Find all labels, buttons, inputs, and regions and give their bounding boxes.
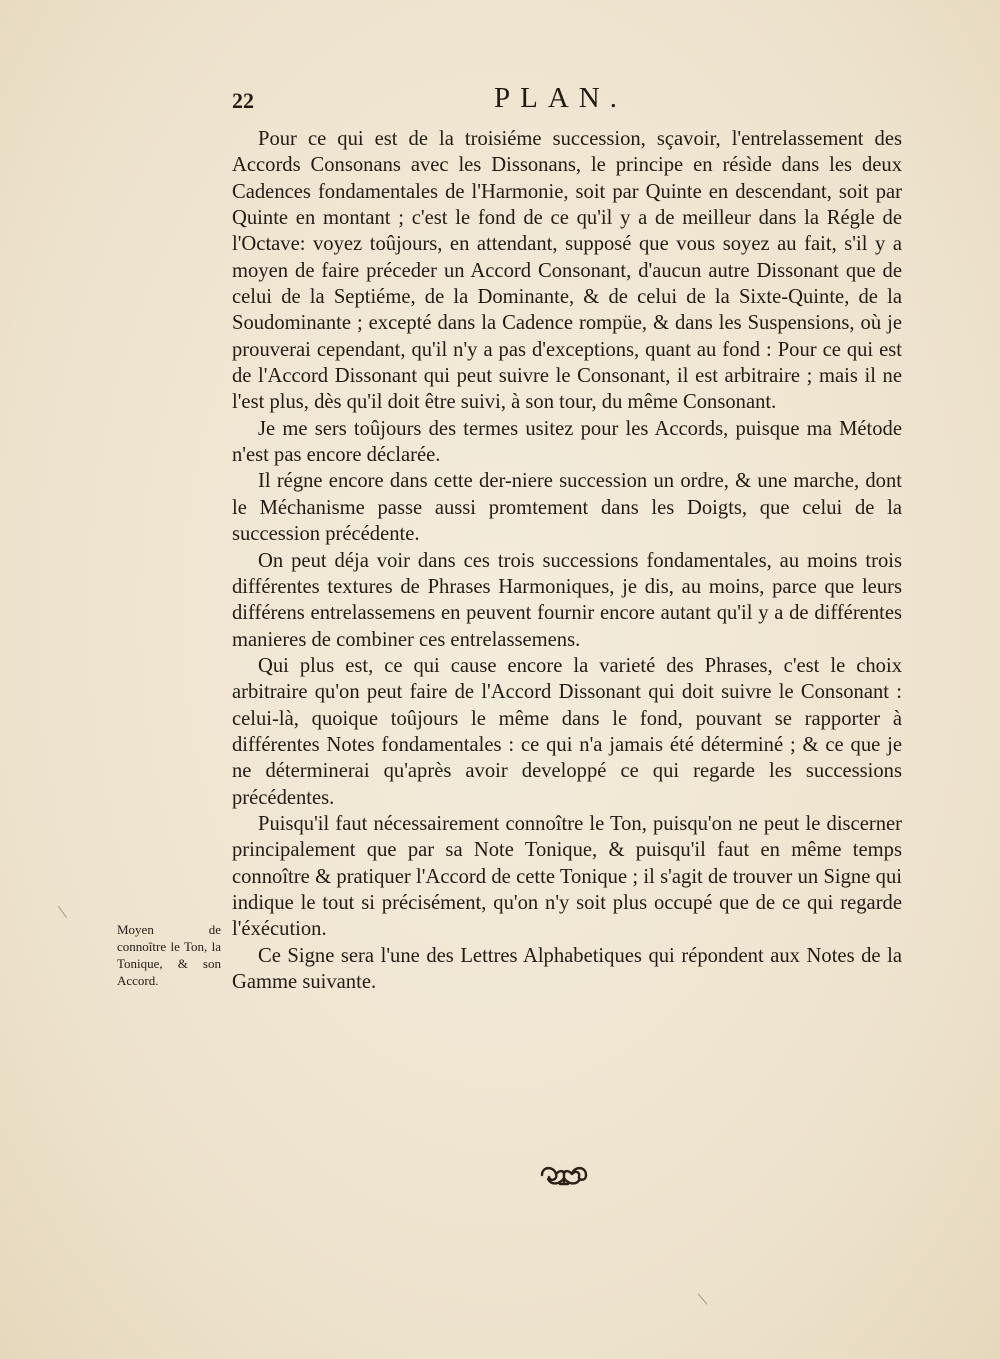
page-header [232, 82, 902, 122]
paragraph-6: Puisqu'il faut nécessairement connoître le Ton, puisqu'on ne peut le discerner principalement que par sa Note Tonique, & puisqu'il faut en même temps connoître & pratiquer l'Accord de cette Tonique ; il s'agit de trouver un Signe qui indique le tout si précisément, qu'on n'y soit plus occupé que de ce qui regarde l'éxécution. [232, 812, 902, 941]
page-number: 22 [232, 88, 254, 113]
paragraph-5: Qui plus est, ce qui cause encore la varieté des Phrases, c'est le choix arbitraire qu'on peut faire de l'Accord Dissonant qui doit suivre le Consonant : celui-là, quoique toûjours le même dans le fond, pouvant se rapporter à différentes Notes fondamentales : ce qui n'a jamais été déterminé ; & ce que je ne déterminerai qu'après avoir developpé ce qui regarde les successions précédentes. [232, 654, 902, 809]
body-text [232, 126, 902, 995]
paragraph-4: On peut déja voir dans ces trois successions fondamentales, au moins trois différentes textures de Phrases Harmoniques, je dis, au moins, parce que leurs différens entrelassemens en peuvent fournir encore autant qu'il y a de différentes manieres de combiner ces entrelassemens. [232, 549, 902, 651]
running-title: PLAN. [494, 82, 627, 114]
paper-mark [698, 1293, 708, 1304]
paragraph-1: Pour ce qui est de la troisiéme succession, sçavoir, l'entrelassement des Accords Consonans avec les Dissonans, le principe en résìde dans les deux Cadences fondamentales de l'Harmonie, soit par Quinte en descendant, soit par Quinte en montant ; c'est le fond de ce qu'il y a de meilleur dans la Régle de l'Octave: voyez toûjours, en attendant, supposé que vous soyez au fait, s'il y a moyen de faire préceder un Accord Consonant, d'aucun autre Dissonant que de celui de la Septiéme, de la Dominante, & de celui de la Sixte-Quinte, de la Soudominante ; excepté dans la Cadence rompüe, & dans les Suspensions, où je prouverai cependant, qu'il n'y a pas d'exceptions, quant au fond : Pour ce qui est de l'Accord Dissonant qui peut suivre le Consonant, il est arbitraire ; mais il ne l'est plus, dès qu'il doit être suivi, à son tour, du même Consonant. [232, 128, 902, 414]
paragraph-3: Il régne encore dans cette der-niere succession un ordre, & une marche, dont le Méchanisme passe aussi promtement dans les Doigts, que celui de la succession précédente. [232, 470, 902, 546]
paper-mark [58, 906, 67, 918]
paragraph-2: Je me sers toûjours des termes usitez pour les Accords, puisque ma Métode n'est pas encore déclarée. [232, 417, 902, 467]
margin-note: Moyen de connoître le Ton, la Tonique, & son Accord. [117, 922, 221, 988]
paragraph-7: Ce Signe sera l'une des Lettres Alphabetiques qui répondent aux Notes de la Gamme suivante. [232, 944, 902, 993]
fleuron-ornament-icon [534, 1160, 594, 1190]
